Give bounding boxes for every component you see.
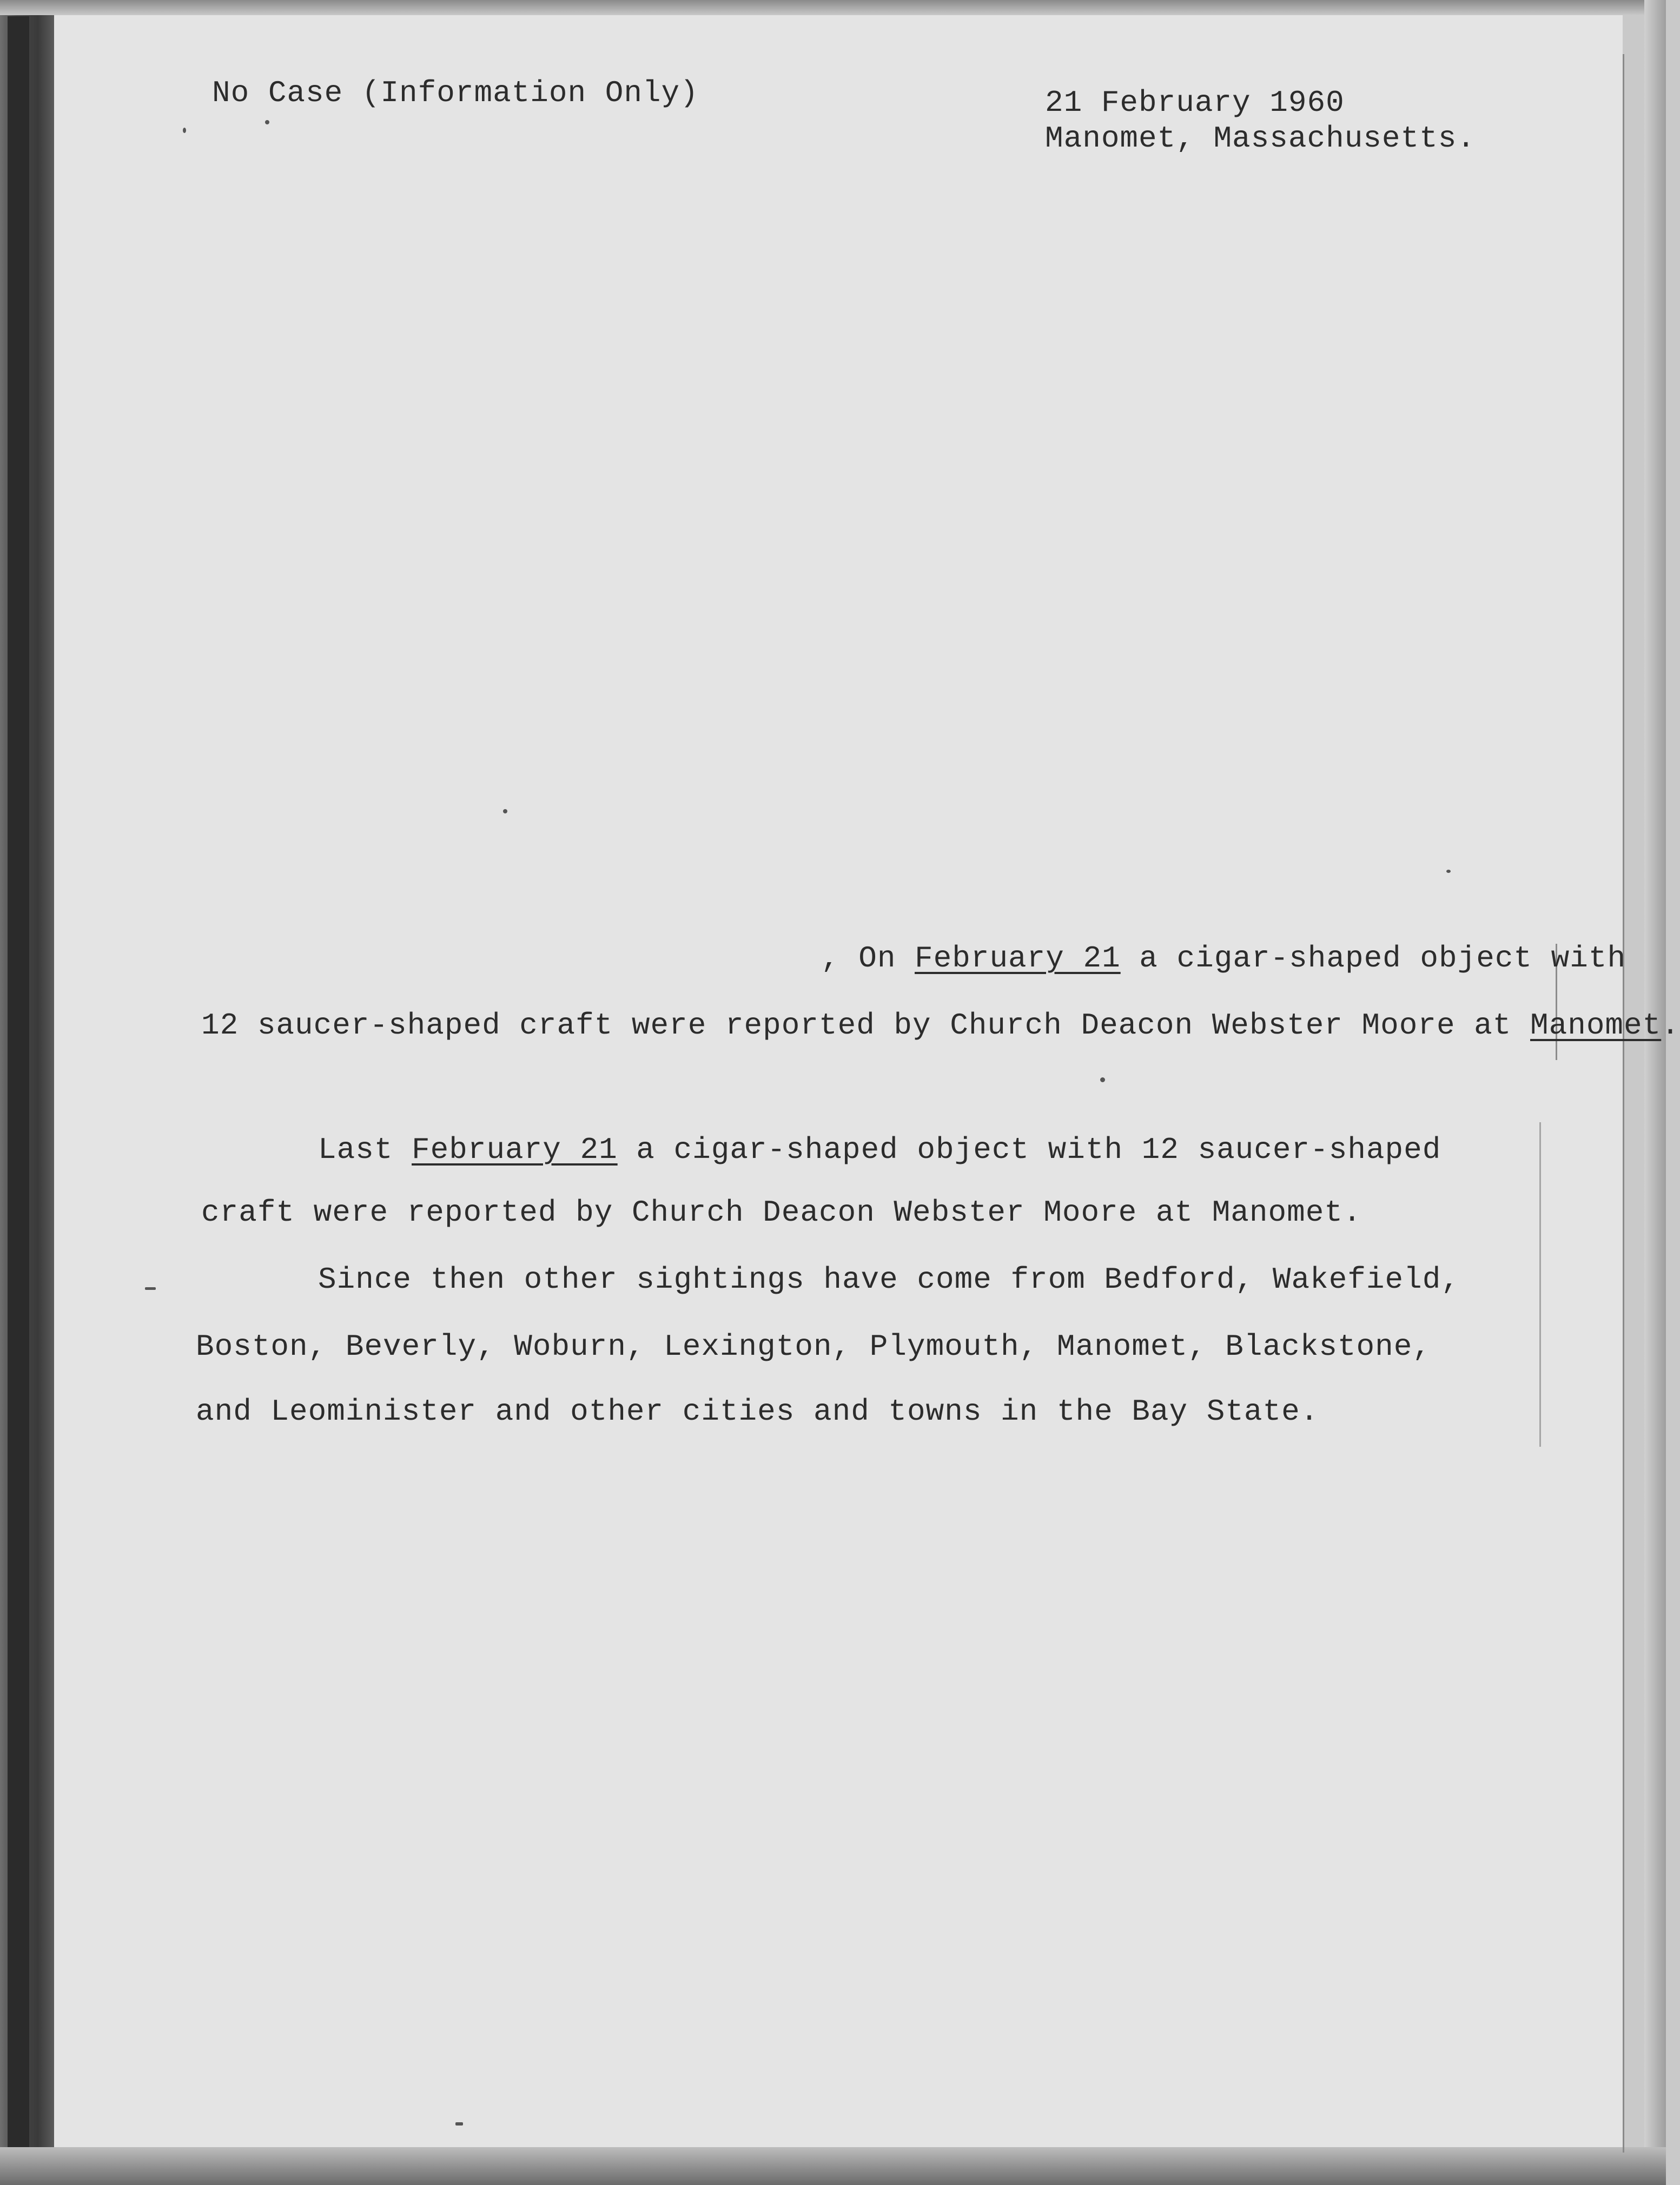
body-paragraph-1-line-2: craft were reported by Church Deacon Webster Moore at Manomet. [201,1195,1362,1230]
document-page [54,15,1623,2147]
scan-speck [1446,870,1451,873]
summary-period: . [1661,1008,1680,1043]
film-border-right [1644,0,1666,2185]
scan-speck [145,1287,156,1290]
scan-speck [503,809,507,813]
body-paragraph-1-line-1 [318,1134,1441,1166]
summary-line-1 [821,942,1626,975]
film-border-top [0,0,1666,15]
summary-date: February 21 [915,941,1121,976]
body-p1-rest: a cigar-shaped object with 12 saucer-shaped [617,1133,1441,1167]
summary-place: Manomet [1530,1008,1662,1043]
page-right-edge-line [1623,54,1624,2153]
film-border-dark-strip [8,16,29,2158]
scan-speck [1100,1077,1105,1082]
body-p1-date: February 21 [412,1133,618,1167]
summary-line2-start: 12 saucer-shaped craft were reported by Church Deacon Webster Moore at [201,1008,1530,1043]
scan-speck [455,2122,463,2126]
body-paragraph-2-line-3: and Leominister and other cities and towns in the Bay State. [196,1394,1319,1429]
body-p1-start: Last [318,1133,412,1167]
scan-speck [265,120,269,124]
scan-speck [183,128,186,133]
film-border-bottom [0,2147,1666,2185]
summary-line1-rest: a cigar-shaped object with [1120,941,1626,976]
margin-mark-body [1539,1122,1541,1447]
body-paragraph-2-line-1: Since then other sightings have come from Bedford, Wakefield, [318,1262,1460,1297]
case-label: No Case (Information Only) [212,76,699,110]
document-date: 21 February 1960 [1045,85,1345,120]
body-paragraph-2-line-2: Boston, Beverly, Woburn, Lexington, Plymouth, Manomet, Blackstone, [196,1329,1431,1364]
film-border-left [0,0,54,2185]
document-place: Manomet, Massachusetts. [1045,121,1476,156]
summary-lead: , On [821,941,915,976]
summary-line-2 [201,1009,1680,1042]
